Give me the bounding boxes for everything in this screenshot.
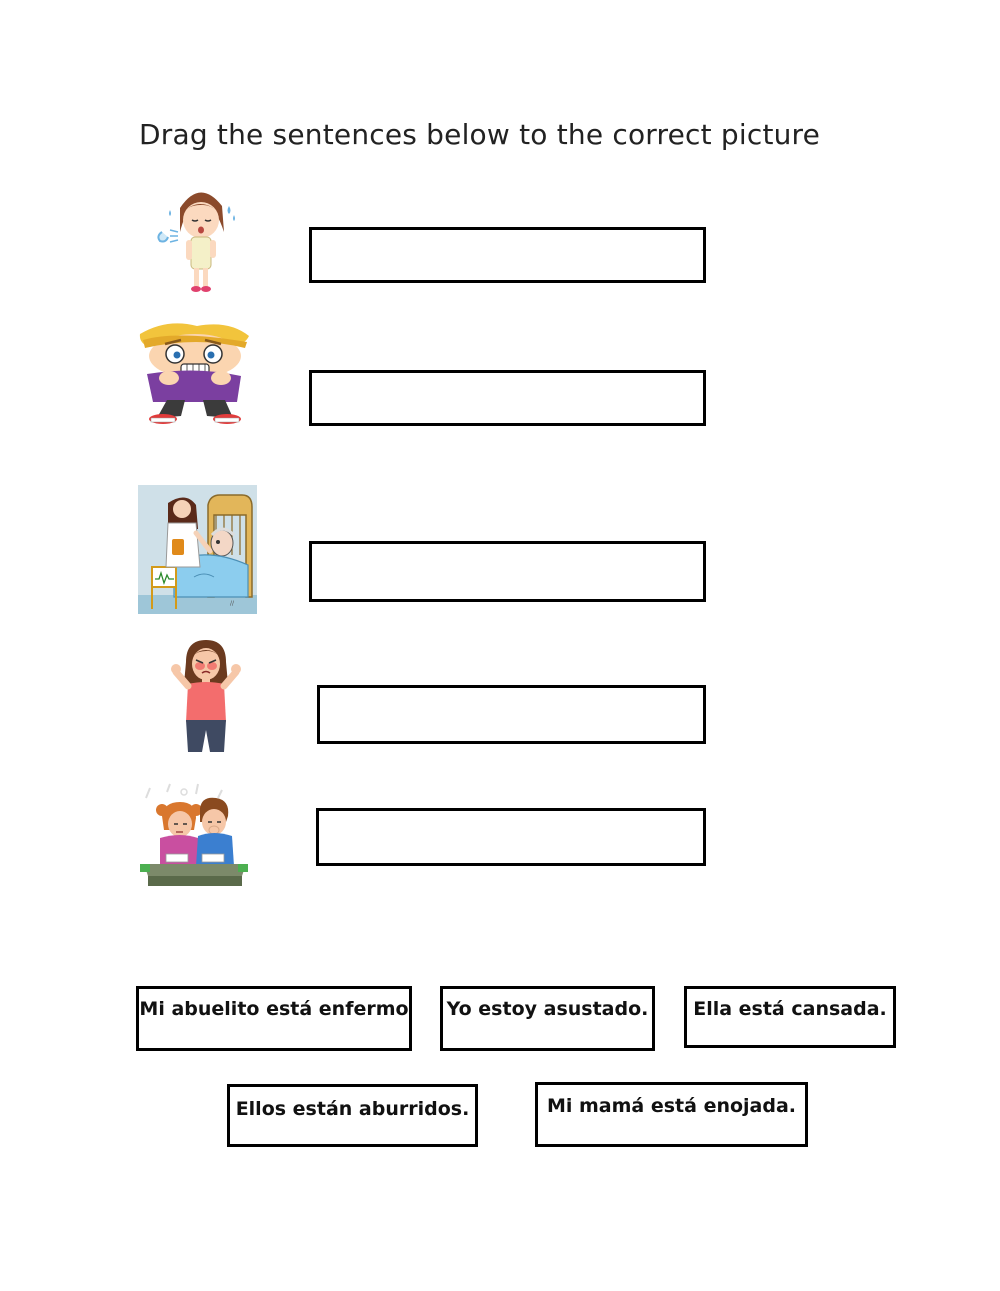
sentence-card-cansada[interactable] [684,986,896,1048]
sentence-card-label: Yo estoy asustado. [446,998,649,1020]
sentence-card-asustado[interactable] [440,986,655,1051]
sentence-card-label: Ella está cansada. [693,998,887,1020]
bored-kids-icon [140,780,250,890]
drop-box-1[interactable] [309,227,706,283]
sick-grandfather-icon [138,485,257,614]
sentence-card-label: Ellos están aburridos. [235,1098,470,1120]
sentence-card-abuelito[interactable] [136,986,412,1051]
sentence-card-label: Mi mamá está enojada. [546,1095,797,1117]
angry-mother-icon [166,640,246,754]
sentence-card-enojada[interactable] [535,1082,808,1147]
sentence-card-label: Mi abuelito está enfermo [139,998,409,1020]
drop-box-4[interactable] [317,685,706,744]
tired-girl-icon [150,180,250,295]
scared-boy-icon [137,322,255,427]
svg-text://: // [230,600,235,607]
drop-box-2[interactable] [309,370,706,426]
drop-box-3[interactable] [309,541,706,602]
instruction-text: Drag the sentences below to the correct picture [139,118,821,151]
sentence-card-aburridos[interactable] [227,1084,478,1147]
drop-box-5[interactable] [316,808,706,866]
